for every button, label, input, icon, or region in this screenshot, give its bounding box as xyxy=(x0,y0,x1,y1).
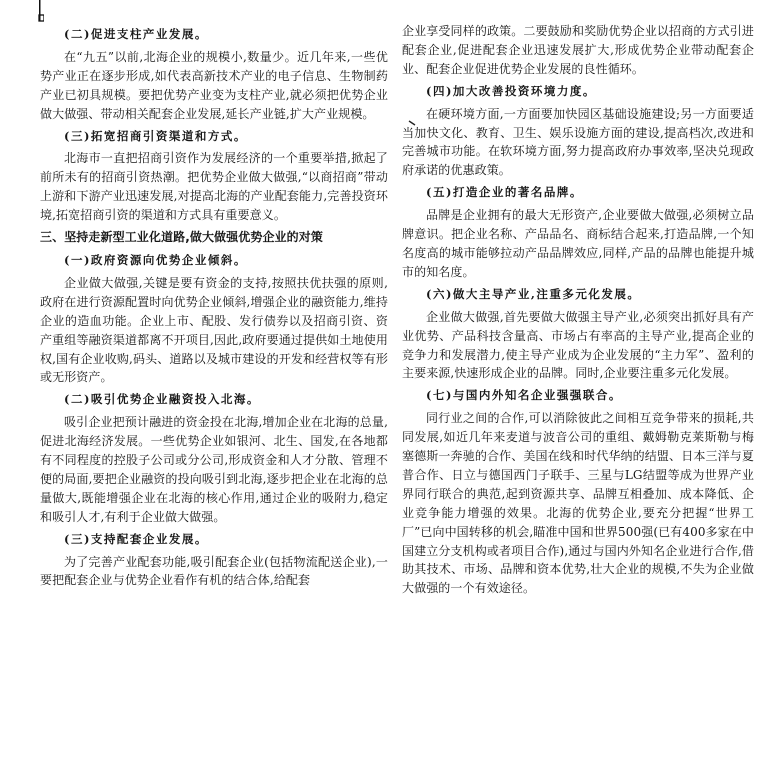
body-paragraph: 为了完善产业配套功能,吸引配套企业(包括物流配送企业),一要把配套企业与优势企业看作有机的结合体,给配套 xyxy=(40,554,388,588)
subsection-heading: (四)加大改善投资环境力度。 xyxy=(426,83,596,98)
subsection-heading: (三)拓宽招商引资渠道和方式。 xyxy=(64,128,247,143)
body-paragraph: 在“九五”以前,北海企业的规模小,数量少。近几年来,一些优势产业正在逐步形成,如代表高新技术产业的电子信息、生物制药产业已初具规模。要把优势产业变为支柱产业,就必须把优势企业做大做强、带动相关配套企业发展,延长产业链,扩大产业规模。 xyxy=(40,49,388,121)
subsection-heading: (一)政府资源向优势企业倾斜。 xyxy=(64,252,247,267)
body-paragraph: 在硬环境方面,一方面要加快园区基础设施建设;另一方面要适当加快文化、教育、卫生、娱乐设施方面的建设,提高档次,改进和完善城市功能。在软环境方面,努力提高政府办事效率,坚决兑现政府承诺的优惠政策。 xyxy=(402,106,754,178)
body-paragraph: 企业做大做强,关键是要有资金的支持,按照扶优扶强的原则,政府在进行资源配置时向优势企业倾斜,增强企业的融资能力,维持企业的造血功能。企业上市、配股、发行债券以及招商引资、资产重组等融资渠道都离不开项目,因此,政府要通过提供如土地使用权,国有企业收购,码头、道路以及城市建设的开发和经营权等有形或无形资产。 xyxy=(40,275,388,385)
corner-bracket-mark xyxy=(38,0,44,22)
section-heading: 三、坚持走新型工业化道路,做大做强优势企业的对策 xyxy=(40,230,323,245)
subsection-heading: (三)支持配套企业发展。 xyxy=(64,531,208,546)
right-text-column xyxy=(402,22,754,598)
subsection-heading: (六)做大主导产业,注重多元化发展。 xyxy=(426,286,641,301)
subsection-heading: (二)吸引优势企业融资投入北海。 xyxy=(64,392,260,407)
left-text-column xyxy=(40,22,388,590)
body-paragraph: 北海市一直把招商引资作为发展经济的一个重要举措,掀起了前所未有的招商引资热潮。把优势企业做大做强,“以商招商”带动上游和下游产业迅速发展,对提高北海的产业配套能力,完善投资环境,拓宽招商引资的渠道和方式具有重要意义。 xyxy=(40,151,388,223)
body-paragraph: 企业做大做强,首先要做大做强主导产业,必须突出抓好具有产业优势、产品科技含量高、市场占有率高的主导产业,提高企业的竞争力和发展潜力,使主导产业成为企业发展的“主力军”、盈利的主要来源,快速形成企业的品牌。同时,企业要注重多元化发展。 xyxy=(402,309,754,381)
body-paragraph: 吸引企业把预计融进的资金投在北海,增加企业在北海的总量,促进北海经济发展。一些优势企业如银河、北生、国发,在各地都有不同程度的控股子公司或分公司,形成资金和人才分散、管理不便的局面,要把企业融资的投向吸引到北海,逐步把企业在北海的总量做大,既能增强企业在北海的核心作用,通过企业的吸附力,稳定和吸引人才,有利于企业做大做强。 xyxy=(40,415,388,524)
body-paragraph-continued: 企业享受同样的政策。二要鼓励和奖励优势企业以招商的方式引进配套企业,促进配套企业迅速发展扩大,形成优势企业带动配套企业、配套企业促进优势企业发展的良性循环。 xyxy=(402,24,754,76)
body-paragraph: 同行业之间的合作,可以消除彼此之间相互竞争带来的损耗,共同发展,如近几年来麦道与波音公司的重组、戴姆勒克莱斯勒与梅塞德斯一奔驰的合作、美国在线和时代华纳的结盟、日本三洋与夏普合作、日立与德国西门子联手、三星与LG结盟等成为世界产业界同行联合的典范,起到资源共享、品牌互相叠加、成本降低、企业竞争能力增强的效果。北海的优势企业,要充分把握“世界工厂”已向中国转移的机会,瞄准中国和世界500强(已有400多家在中国建立分支机构或者项目合作),通过与国内外知名企业进行合作,借助其技术、市场、品牌和资本优势,壮大企业的规模,不失为企业做大做强的一个有效途径。 xyxy=(402,411,754,596)
subsection-heading: (二)促进支柱产业发展。 xyxy=(64,27,208,41)
subsection-heading: (七)与国内外知名企业强强联合。 xyxy=(426,388,622,403)
body-paragraph: 品牌是企业拥有的最大无形资产,企业要做大做强,必须树立品牌意识。把企业名称、产品品名、商标结合起来,打造品牌,一个知名度高的城市能够拉动产品品牌效应,同样,产品的品牌也能提升城市的知名度。 xyxy=(402,208,754,279)
subsection-heading: (五)打造企业的著名品牌。 xyxy=(426,185,583,200)
